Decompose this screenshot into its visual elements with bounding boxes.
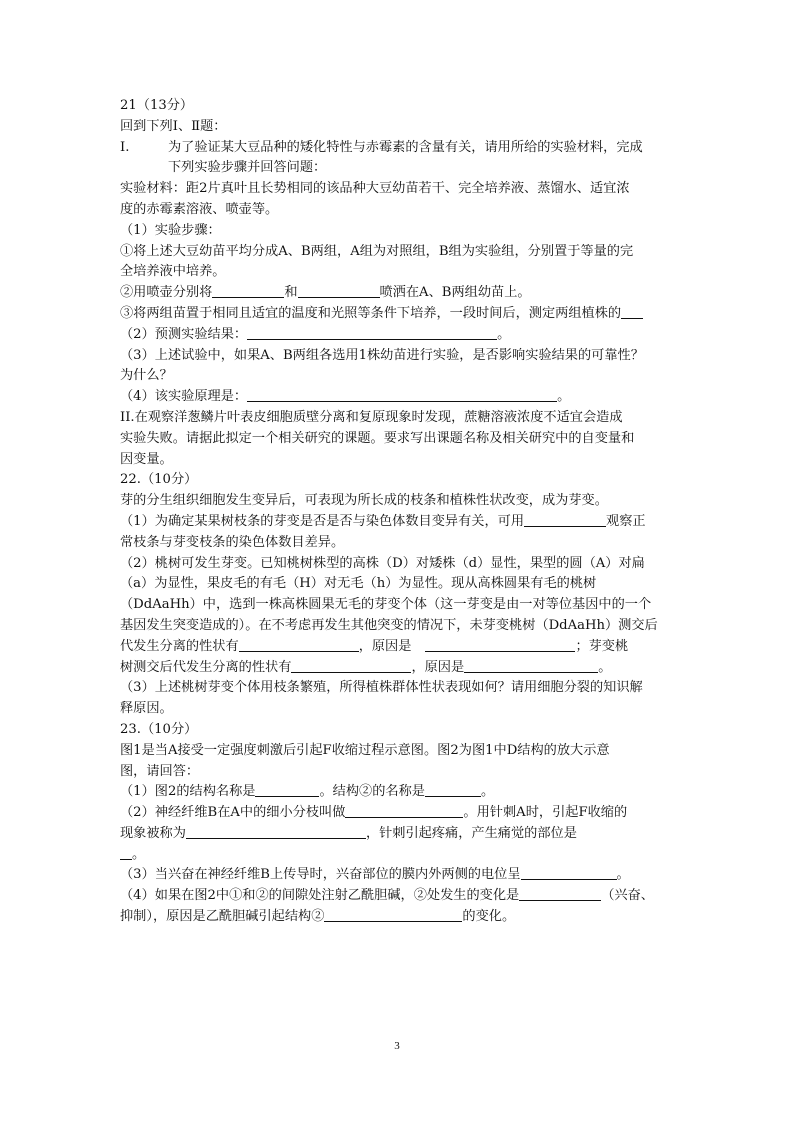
- q23-q2-line3: [120, 845, 680, 866]
- q23-q4-text-d: 的变化。: [462, 909, 516, 925]
- answer-blank[interactable]: [247, 325, 497, 340]
- answer-blank[interactable]: [425, 782, 481, 797]
- answer-blank[interactable]: [255, 782, 319, 797]
- q23-q4-line2: [120, 907, 680, 928]
- q21-step1-b: 全培养液中培养。: [120, 264, 226, 280]
- q23-intro-a: 图1是当A接受一定强度刺激后引起F收缩过程示意图。图2为图1中D结构的放大示意: [120, 742, 610, 758]
- q21-q4-text: （4）该实验原理是：: [120, 389, 248, 405]
- q22-q2-f: [120, 658, 680, 679]
- q21-intro: 回到下列Ⅰ、Ⅱ题：: [120, 118, 227, 134]
- q23-q1-text-b: 。结构②的名称是: [319, 784, 425, 800]
- q22-q3-a: （3）上述桃树芽变个体用枝条繁殖，所得植株群体性状表现如何？请用细胞分裂的知识解: [120, 680, 643, 696]
- q23-q1: [120, 782, 680, 803]
- answer-blank[interactable]: [521, 865, 617, 880]
- answer-blank[interactable]: [425, 637, 575, 652]
- answer-blank[interactable]: [524, 512, 606, 527]
- q21-q2-end: 。: [497, 326, 511, 342]
- q21-materials-1: 实验材料：距2片真叶且长势相同的该品种大豆幼苗若干、完全培养液、蒸馏水、适宜浓: [120, 181, 630, 197]
- q22-q2-f2: ，原因是: [411, 659, 465, 675]
- q23-q4-line1: [120, 886, 680, 907]
- q22-q2-e1: 代发生分离的性状有: [120, 638, 239, 654]
- exam-content: [120, 96, 680, 928]
- q23-q2-line2: [120, 824, 680, 845]
- q22-q1-c: 常枝条与芽变枝条的染色体数目差异。: [120, 534, 345, 550]
- q21-step3: [120, 304, 680, 325]
- q21-I-text-1: 为了验证某大豆品种的矮化特性与赤霉素的含量有关，请用所给的实验材料，完成: [168, 139, 643, 155]
- q21-II-c: 因变量。: [120, 451, 173, 467]
- q21-I-text-2: 下列实验步骤并回答问题：: [168, 160, 327, 176]
- q23-q3-text-a: （3）当兴奋在神经纤维B上传导时，兴奋部位的膜内外两侧的电位呈: [120, 867, 521, 883]
- q23-q2-text-c: 现象被称为: [120, 825, 186, 841]
- page-number: 3: [394, 1040, 400, 1052]
- q23-header: 23.（10分）: [120, 721, 198, 737]
- q21-header: 21（13分）: [120, 98, 194, 113]
- q21-step2-text-a: ②用喷壶分别将: [120, 285, 213, 301]
- answer-blank[interactable]: [298, 283, 380, 298]
- q21-II-a: II.在观察洋葱鳞片叶表皮细胞质壁分离和复原现象时发现，蔗糖溶液浓度不适宜会造成: [120, 409, 623, 425]
- answer-blank[interactable]: [247, 387, 557, 402]
- q23-q1-text-a: （1）图2的结构名称是: [120, 784, 256, 800]
- q21-step2-text-c: 喷洒在A、B两组幼苗上。: [379, 285, 531, 301]
- q22-q1-text-a: （1）为确定某果树枝条的芽变是否是否与染色体数目变异有关，可用: [120, 513, 525, 529]
- q23-q2-text-e: 。: [132, 846, 146, 862]
- answer-blank[interactable]: [120, 845, 132, 860]
- q22-q1-line1: [120, 512, 680, 533]
- q21-step1-a: ①将上述大豆幼苗平均分成A、B两组，A组为对照组，B组为实验组，分别置于等量的完: [120, 243, 634, 259]
- q22-q2-b: （a）为显性，果皮毛的有毛（H）对无毛（h）为显性。现从高株圆果有毛的桃树: [120, 576, 597, 592]
- q21-part-I: [120, 138, 680, 159]
- q23-q1-text-c: 。: [480, 784, 495, 800]
- q23-q2-text-a: （2）神经纤维B在A中的细小分枝叫做: [120, 805, 346, 821]
- q22-q1-text-b: 观察正: [606, 513, 646, 529]
- q21-q2: [120, 325, 680, 346]
- q22-q3-b: 释原因。: [120, 701, 173, 717]
- q21-materials-2: 度的赤霉素溶液、喷壶等。: [120, 201, 279, 217]
- q21-step2-text-b: 和: [284, 285, 298, 301]
- answer-blank[interactable]: [464, 658, 598, 673]
- q22-header: 22.（10分）: [120, 472, 198, 488]
- answer-blank[interactable]: [345, 803, 463, 818]
- q22-q2-c: （DdAaHh）中，选到一株高株圆果无毛的芽变个体（这一芽变是由一对等位基因中的一个: [120, 597, 652, 613]
- q21-II-b: 实验失败。请据此拟定一个相关研究的课题。要求写出课题名称及相关研究中的自变量和: [120, 430, 635, 446]
- q21-q2-text: （2）预测实验结果：: [120, 326, 248, 342]
- q22-q2-a: （2）桃树可发生芽变。已知桃树株型的高株（D）对矮株（d）显性，果型的圆（A）对扁: [120, 555, 645, 571]
- answer-blank[interactable]: [212, 283, 284, 298]
- q21-step2: [120, 283, 680, 304]
- q21-steps-title: （1）实验步骤：: [120, 222, 221, 238]
- q23-q4-text-a: （4）如果在图2中①和②的间隙处注射乙酰胆碱，②处发生的变化是: [120, 888, 520, 904]
- q22-q2-f1: 树测交后代发生分离的性状有: [120, 659, 292, 675]
- answer-blank[interactable]: [621, 304, 643, 319]
- answer-blank[interactable]: [239, 637, 359, 652]
- q23-q2-text-d: ，针刺引起疼痛，产生痛觉的部位是: [365, 825, 577, 841]
- q23-q3: [120, 865, 680, 886]
- q23-q2-line1: [120, 803, 680, 824]
- answer-blank[interactable]: [519, 886, 601, 901]
- q23-intro-b: 图，请回答：: [120, 763, 200, 779]
- q21-step3-text: ③将两组苗置于相同且适宜的温度和光照等条件下培养，一段时间后，测定两组植株的: [120, 305, 622, 321]
- q21-q3-a: （3）上述试验中，如果A、B两组各选用1株幼苗进行实验，是否影响实验结果的可靠性？: [120, 347, 644, 363]
- answer-blank[interactable]: [186, 824, 366, 839]
- q22-q2-e2: ，原因是: [358, 638, 412, 654]
- q23-q2-text-b: 。用针刺A时，引起F收缩的: [463, 805, 628, 821]
- q23-q3-text-b: 。: [616, 867, 630, 883]
- q23-q4-text-b: （兴奋、: [601, 888, 654, 904]
- q22-q2-e: [120, 637, 680, 658]
- q21-q4-end: 。: [557, 389, 571, 405]
- q23-q4-text-c: 抑制），原因是乙酰胆碱引起结构②: [120, 909, 325, 925]
- q21-q3-b: 为什么？: [120, 368, 173, 384]
- q22-q2-d: 基因发生突变造成的）。在不考虑再发生其他突变的情况下，未芽变桃树（DdAaHh）测交后: [120, 617, 658, 633]
- q22-q2-e3: ；芽变桃: [575, 638, 629, 654]
- q22-intro: 芽的分生组织细胞发生变异后，可表现为所长成的枝条和植株性状改变，成为芽变。: [120, 493, 608, 509]
- q22-q2-f3: 。: [598, 659, 612, 675]
- q21-I-label: Ⅰ.: [120, 139, 130, 155]
- answer-blank[interactable]: [291, 658, 411, 673]
- answer-blank[interactable]: [324, 907, 462, 922]
- q21-q4: [120, 387, 680, 408]
